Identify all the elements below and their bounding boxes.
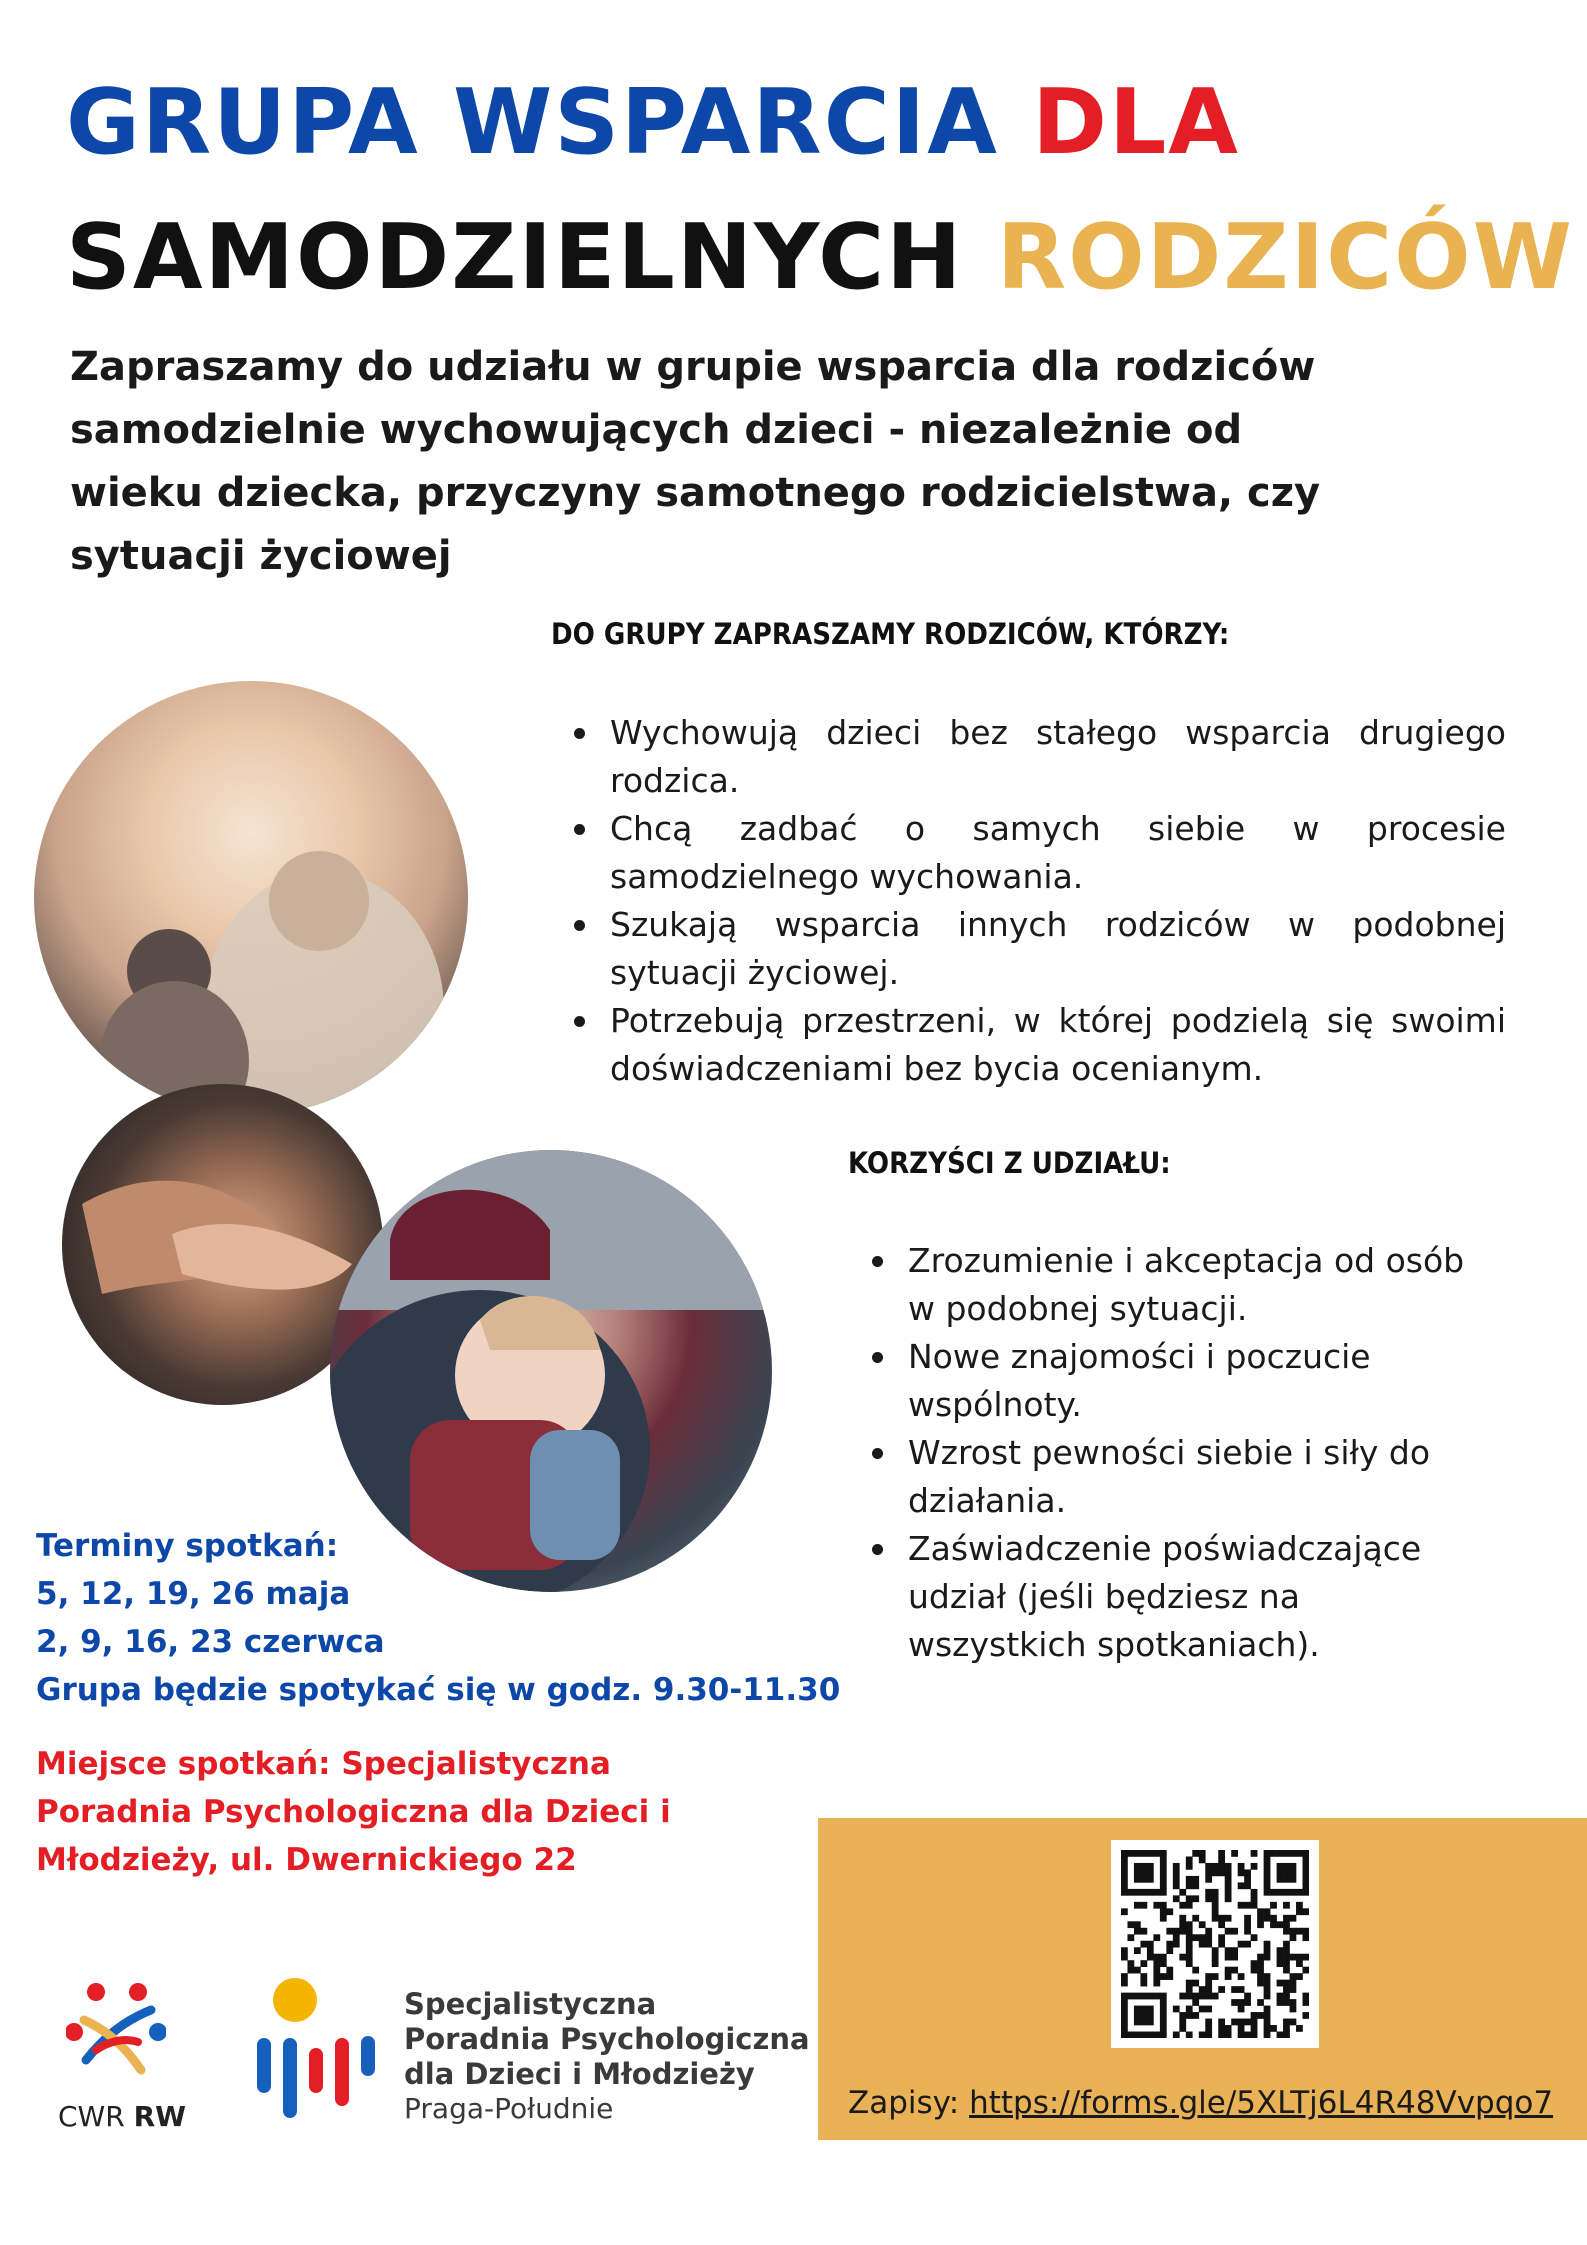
- intro-line: Zapraszamy do udziału w grupie wsparcia dla rodziców: [70, 344, 1316, 390]
- poradnia-name: [404, 1987, 810, 2092]
- list-item: [866, 1525, 1486, 1669]
- list-item-text: Szukają wsparcia innych rodziców w podobnej sytuacji życiowej.: [610, 905, 1506, 992]
- title-samodzielnych: SAMODZIELNYCH: [66, 205, 964, 310]
- intro-paragraph: [70, 336, 1370, 588]
- bullet-icon: [872, 1448, 883, 1459]
- place-line: Młodzieży, ul. Dwernickiego 22: [36, 1842, 577, 1878]
- meeting-schedule: [36, 1522, 840, 1714]
- list-item-text: Potrzebują przestrzeni, w której podzielą się swoimi doświadczeniami bez bycia ocenianym.: [610, 1001, 1506, 1088]
- list-item: [568, 997, 1506, 1093]
- signup-link[interactable]: https://forms.gle/5XLTj6L4R48Vvpqo7: [969, 2085, 1554, 2121]
- qr-code[interactable]: [1111, 1840, 1319, 2048]
- poradnia-location: Praga-Południe: [404, 2092, 614, 2125]
- place-line: Poradnia Psychologiczna dla Dzieci i: [36, 1794, 671, 1830]
- audience-heading: DO GRUPY ZAPRASZAMY RODZICÓW, KTÓRZY:: [551, 617, 1230, 651]
- intro-line: samodzielnie wychowujących dzieci - niezależnie od: [70, 407, 1243, 453]
- schedule-june: 2, 9, 16, 23 czerwca: [36, 1624, 385, 1660]
- list-item-text: Chcą zadbać o samych siebie w procesie samodzielnego wychowania.: [610, 809, 1506, 896]
- cwr-rw-logo: [66, 1980, 166, 2084]
- bullet-icon: [872, 1544, 883, 1555]
- meeting-place: [36, 1740, 671, 1884]
- title-dla: DLA: [1032, 70, 1240, 175]
- place-line: Miejsce spotkań: Specjalistyczna: [36, 1746, 611, 1782]
- cwr-bold-text: RW: [133, 2100, 187, 2133]
- cwr-light-text: CWR: [58, 2100, 125, 2133]
- title-line-1: [66, 70, 1240, 175]
- bullet-icon: [574, 1016, 585, 1027]
- list-item: [568, 901, 1506, 997]
- bullet-icon: [872, 1352, 883, 1363]
- cwr-rw-text: [58, 2100, 186, 2133]
- benefits-list: [866, 1237, 1486, 1669]
- schedule-label: Terminy spotkań:: [36, 1528, 339, 1564]
- list-item-text: Nowe znajomości i poczucie wspólnoty.: [908, 1337, 1371, 1424]
- benefits-heading: KORZYŚCI Z UDZIAŁU:: [848, 1146, 1171, 1180]
- poradnia-name-line: Poradnia Psychologiczna: [404, 2022, 810, 2056]
- parent-and-child-sunset-photo: [34, 681, 468, 1115]
- bullet-icon: [574, 728, 585, 739]
- poradnia-name-line: Specjalistyczna: [404, 1987, 657, 2021]
- list-item: [568, 805, 1506, 901]
- audience-list: [568, 709, 1506, 1093]
- poradnia-name-line: dla Dzieci i Młodzieży: [404, 2057, 755, 2091]
- title-grupa-wsparcia: GRUPA WSPARCIA: [66, 70, 999, 175]
- list-item: [866, 1429, 1486, 1525]
- list-item: [866, 1237, 1486, 1333]
- schedule-hours: Grupa będzie spotykać się w godz. 9.30-11.30: [36, 1672, 841, 1708]
- intro-line: wieku dziecka, przyczyny samotnego rodzicielstwa, czy: [70, 470, 1321, 516]
- intro-line: sytuacji życiowej: [70, 533, 452, 579]
- list-item-text: Zaświadczenie poświadczające udział (jeśli będziesz na wszystkich spotkaniach).: [908, 1529, 1422, 1664]
- bullet-icon: [574, 920, 585, 931]
- list-item-text: Wychowują dzieci bez stałego wsparcia drugiego rodzica.: [610, 713, 1506, 800]
- title-line-2: [66, 205, 1574, 310]
- signup-line: [848, 2085, 1553, 2121]
- list-item: [568, 709, 1506, 805]
- poradnia-logo: [255, 1978, 395, 2122]
- title-rodzicow: RODZICÓW: [996, 205, 1574, 310]
- list-item-text: Zrozumienie i akceptacja od osób w podobnej sytuacji.: [908, 1241, 1465, 1328]
- bullet-icon: [872, 1256, 883, 1267]
- schedule-may: 5, 12, 19, 26 maja: [36, 1576, 351, 1612]
- list-item: [866, 1333, 1486, 1429]
- bullet-icon: [574, 824, 585, 835]
- signup-label: Zapisy:: [848, 2085, 970, 2121]
- list-item-text: Wzrost pewności siebie i siły do działania.: [908, 1433, 1431, 1520]
